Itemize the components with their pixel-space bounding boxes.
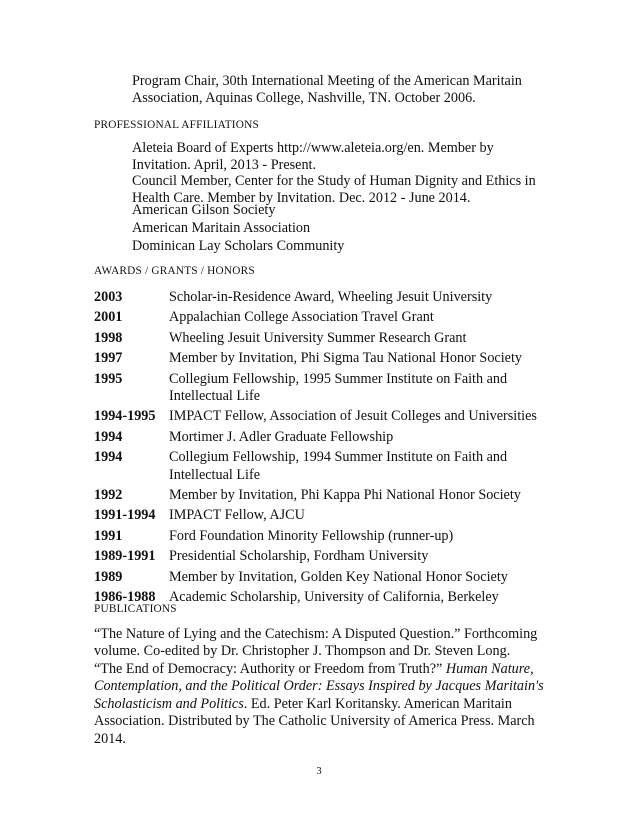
award-desc: Member by Invitation, Phi Kappa Phi National Honor Society bbox=[169, 487, 521, 504]
awards-list bbox=[94, 289, 544, 607]
award-desc: Member by Invitation, Golden Key National Honor Society bbox=[169, 568, 508, 585]
affiliation-item: American Gilson Society bbox=[132, 202, 276, 218]
award-desc: Collegium Fellowship, 1995 Summer Institute on Faith and Intellectual Life bbox=[169, 370, 508, 405]
award-desc: Appalachian College Association Travel Grant bbox=[169, 309, 434, 326]
affiliations-heading: PROFESSIONAL AFFILIATIONS bbox=[94, 119, 259, 131]
award-row bbox=[94, 330, 544, 347]
award-row bbox=[94, 569, 544, 586]
award-year: 2001 bbox=[94, 309, 123, 326]
award-row bbox=[94, 507, 544, 524]
award-year: 1994 bbox=[94, 449, 123, 466]
award-desc: IMPACT Fellow, Association of Jesuit Colleges and Universities bbox=[169, 408, 537, 425]
award-row bbox=[94, 371, 544, 406]
award-row bbox=[94, 309, 544, 326]
program-chair-entry: Program Chair, 30th International Meeting of the American Maritain Association, Aquinas College, Nashville, TN. October 2006. bbox=[132, 73, 522, 107]
affiliation-item: Council Member, Center for the Study of Human Dignity and Ethics in Health Care. Member by Invitation. Dec. 2012 - June 2014. bbox=[132, 173, 536, 207]
award-desc: Presidential Scholarship, Fordham University bbox=[169, 548, 429, 565]
award-year: 1989 bbox=[94, 568, 123, 585]
award-year: 1992 bbox=[94, 487, 123, 504]
publication-entry: “The Nature of Lying and the Catechism: A Disputed Question.” Forthcoming volume. Co-edited by Dr. Christopher J. Thompson and Dr. Steven Long. bbox=[94, 626, 538, 660]
publication-book-title: Human Nature, Contemplation, and the Political Order: Essays Inspired by Jacques Maritain's Scholasticism and Politics bbox=[94, 661, 544, 712]
award-desc: Collegium Fellowship, 1994 Summer Institute on Faith and Intellectual Life bbox=[169, 449, 508, 483]
publication-entry bbox=[94, 661, 544, 748]
award-year: 1986-1988 bbox=[94, 589, 156, 606]
award-year: 1994-1995 bbox=[94, 408, 156, 425]
award-row bbox=[94, 289, 544, 306]
page-number: 3 bbox=[316, 766, 322, 777]
affiliation-item: American Maritain Association bbox=[132, 220, 311, 236]
award-row bbox=[94, 350, 544, 367]
award-desc: Wheeling Jesuit University Summer Research Grant bbox=[169, 329, 467, 346]
affiliation-item: Dominican Lay Scholars Community bbox=[132, 238, 345, 254]
affiliation-item: Aleteia Board of Experts http://www.aleteia.org/en. Member by Invitation. April, 2013 - Present. bbox=[132, 140, 494, 174]
awards-heading: AWARDS / GRANTS / HONORS bbox=[94, 265, 255, 277]
award-year: 1995 bbox=[94, 370, 123, 387]
award-row bbox=[94, 487, 544, 504]
award-row bbox=[94, 429, 544, 446]
award-year: 1994 bbox=[94, 428, 123, 445]
publications-heading: PUBLICATIONS bbox=[94, 603, 177, 615]
award-desc: Academic Scholarship, University of California, Berkeley bbox=[169, 589, 499, 606]
award-year: 1997 bbox=[94, 350, 123, 367]
award-desc: Scholar-in-Residence Award, Wheeling Jesuit University bbox=[169, 289, 493, 305]
award-row bbox=[94, 449, 544, 484]
award-row bbox=[94, 408, 544, 425]
award-row bbox=[94, 528, 544, 545]
award-desc: Mortimer J. Adler Graduate Fellowship bbox=[169, 428, 394, 445]
award-year: 1991-1994 bbox=[94, 507, 156, 524]
award-year: 2003 bbox=[94, 289, 123, 305]
award-desc: Ford Foundation Minority Fellowship (runner-up) bbox=[169, 527, 454, 544]
award-year: 1989-1991 bbox=[94, 548, 156, 565]
award-desc: Member by Invitation, Phi Sigma Tau National Honor Society bbox=[169, 350, 522, 367]
award-row bbox=[94, 548, 544, 565]
publication-title: “The End of Democracy: Authority or Freedom from Truth?” bbox=[94, 661, 446, 677]
award-year: 1991 bbox=[94, 527, 123, 544]
publication-details: . Ed. Peter Karl Koritansky. American Maritain Association. Distributed by The Catholic University of America Press. March 2014. bbox=[94, 695, 535, 747]
award-desc: IMPACT Fellow, AJCU bbox=[169, 507, 305, 524]
award-year: 1998 bbox=[94, 329, 123, 346]
